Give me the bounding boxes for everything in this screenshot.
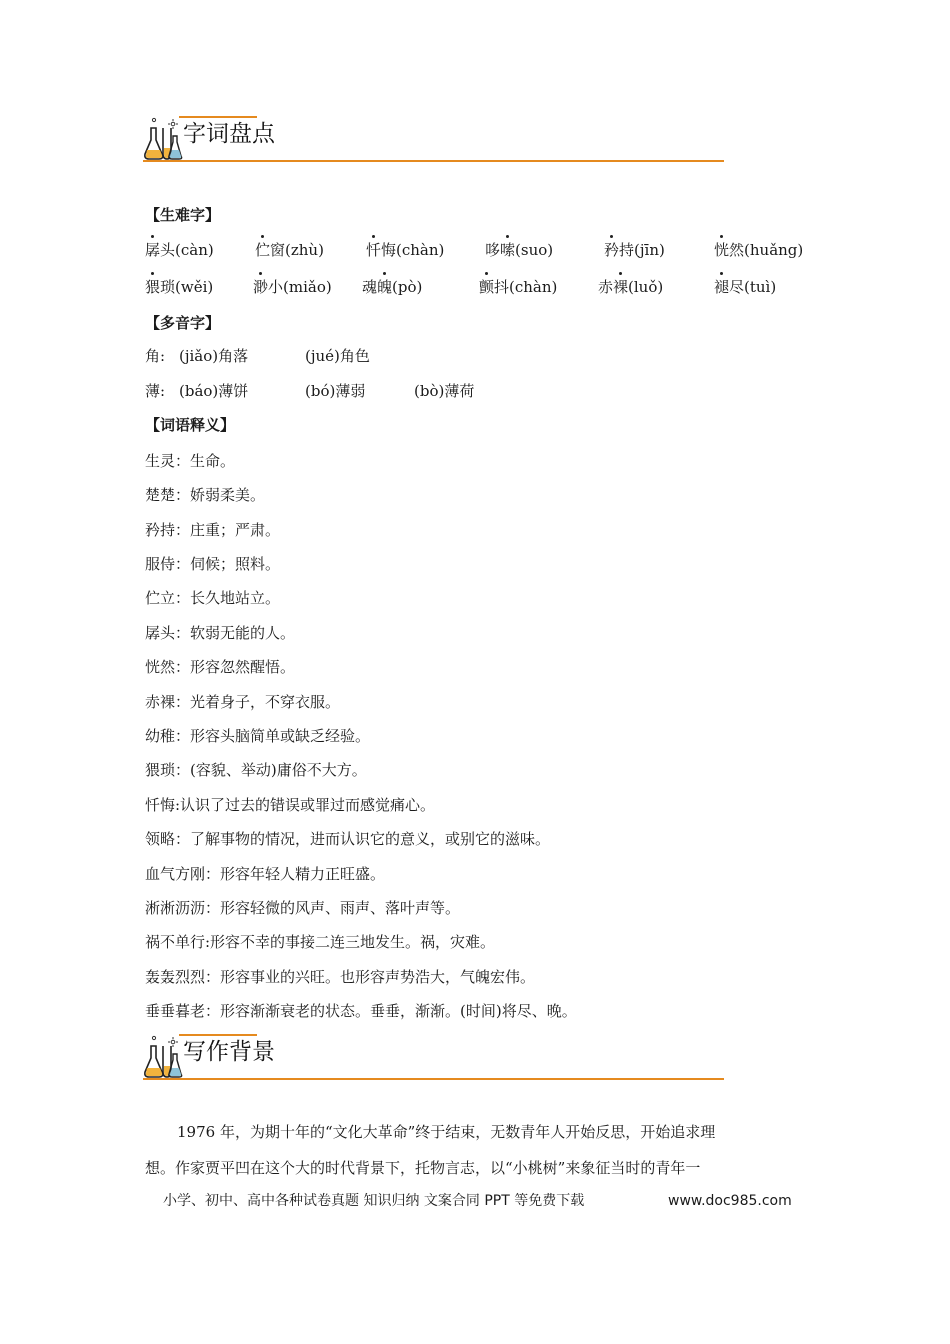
section-header-background	[143, 1034, 724, 1082]
definition-item: 领略：了解事物的情况，进而认识它的意义，或别它的滋味。	[145, 830, 551, 848]
definitions-heading: 【词语释义】	[145, 416, 236, 434]
new-char-entry: 褪尽(tuì)	[714, 278, 777, 296]
definition-item: 赤裸：光着身子，不穿衣服。	[145, 693, 341, 711]
header-accent-rule	[179, 116, 257, 118]
new-chars-heading: 【生难字】	[145, 206, 221, 224]
polyphonic-reading: (jiǎo)角落	[179, 347, 249, 365]
definition-item: 服侍：伺候；照料。	[145, 555, 281, 573]
definition-item: 淅淅沥沥：形容轻微的风声、雨声、落叶声等。	[145, 899, 461, 917]
polyphonic-reading: (jué)角色	[305, 347, 370, 365]
header-accent-rule	[179, 1034, 257, 1036]
polyphonic-reading: (bó)薄弱	[305, 382, 366, 400]
new-char-entry: 渺小(miǎo)	[253, 278, 332, 296]
new-char-entry: 赤裸(luǒ)	[598, 278, 664, 296]
definition-item: 轰轰烈烈：形容事业的兴旺。也形容声势浩大，气魄宏伟。	[145, 968, 536, 986]
new-char-entry: 颤抖(chàn)	[479, 278, 558, 296]
header-underline	[143, 160, 724, 162]
footer-text: 小学、初中、高中各种试卷真题 知识归纳 文案合同 PPT 等免费下载	[163, 1193, 585, 1209]
new-char-entry: 伫窗(zhù)	[255, 241, 324, 259]
section-title: 写作背景	[183, 1039, 275, 1065]
polyphonic-heading: 【多音字】	[145, 314, 221, 332]
footer-url-link[interactable]: www.doc985.com	[668, 1193, 792, 1209]
definition-item: 忏悔:认识了过去的错误或罪过而感觉痛心。	[145, 796, 436, 814]
definition-item: 楚楚：娇弱柔美。	[145, 486, 266, 504]
definition-item: 矜持：庄重；严肃。	[145, 521, 281, 539]
definition-item: 伫立：长久地站立。	[145, 589, 281, 607]
flask-icon	[143, 1034, 183, 1080]
header-underline	[143, 1078, 724, 1080]
footer	[163, 1191, 792, 1211]
definition-item: 祸不单行:形容不幸的事接二连三地发生。祸，灾难。	[145, 933, 496, 951]
definition-item: 猥琐：(容貌、举动)庸俗不大方。	[145, 761, 367, 779]
new-char-entry: 猥琐(wěi)	[145, 278, 214, 296]
polyphonic-char: 薄:	[145, 382, 166, 400]
definition-item: 血气方刚：形容年轻人精力正旺盛。	[145, 865, 386, 883]
polyphonic-reading: (bò)薄荷	[414, 382, 475, 400]
polyphonic-reading: (báo)薄饼	[179, 382, 249, 400]
flask-icon	[143, 116, 183, 162]
section-title: 字词盘点	[183, 121, 275, 147]
polyphonic-char: 角:	[145, 347, 166, 365]
new-char-entry: 恍然(huǎng)	[714, 241, 804, 259]
definition-item: 垂垂暮老：形容渐渐衰老的状态。垂垂，渐渐。(时间)将尽、晚。	[145, 1002, 577, 1020]
definition-item: 生灵：生命。	[145, 452, 236, 470]
new-char-entry: 孱头(càn)	[145, 241, 214, 259]
background-paragraph-line-2: 想。作家贾平凹在这个大的时代背景下，托物言志，以“小桃树”来象征当时的青年一	[145, 1159, 701, 1177]
definition-item: 幼稚：形容头脑简单或缺乏经验。	[145, 727, 371, 745]
new-char-entry: 哆嗦(suo)	[485, 241, 554, 259]
background-paragraph-line-1: 1976 年，为期十年的“文化大革命”终于结束，无数青年人开始反思，开始追求理	[177, 1123, 716, 1141]
new-char-entry: 魂魄(pò)	[362, 278, 423, 296]
definition-item: 孱头：软弱无能的人。	[145, 624, 296, 642]
new-char-entry: 矜持(jīn)	[604, 241, 665, 259]
new-char-entry: 忏悔(chàn)	[366, 241, 445, 259]
definition-item: 恍然：形容忽然醒悟。	[145, 658, 296, 676]
section-header-vocab	[143, 116, 724, 164]
